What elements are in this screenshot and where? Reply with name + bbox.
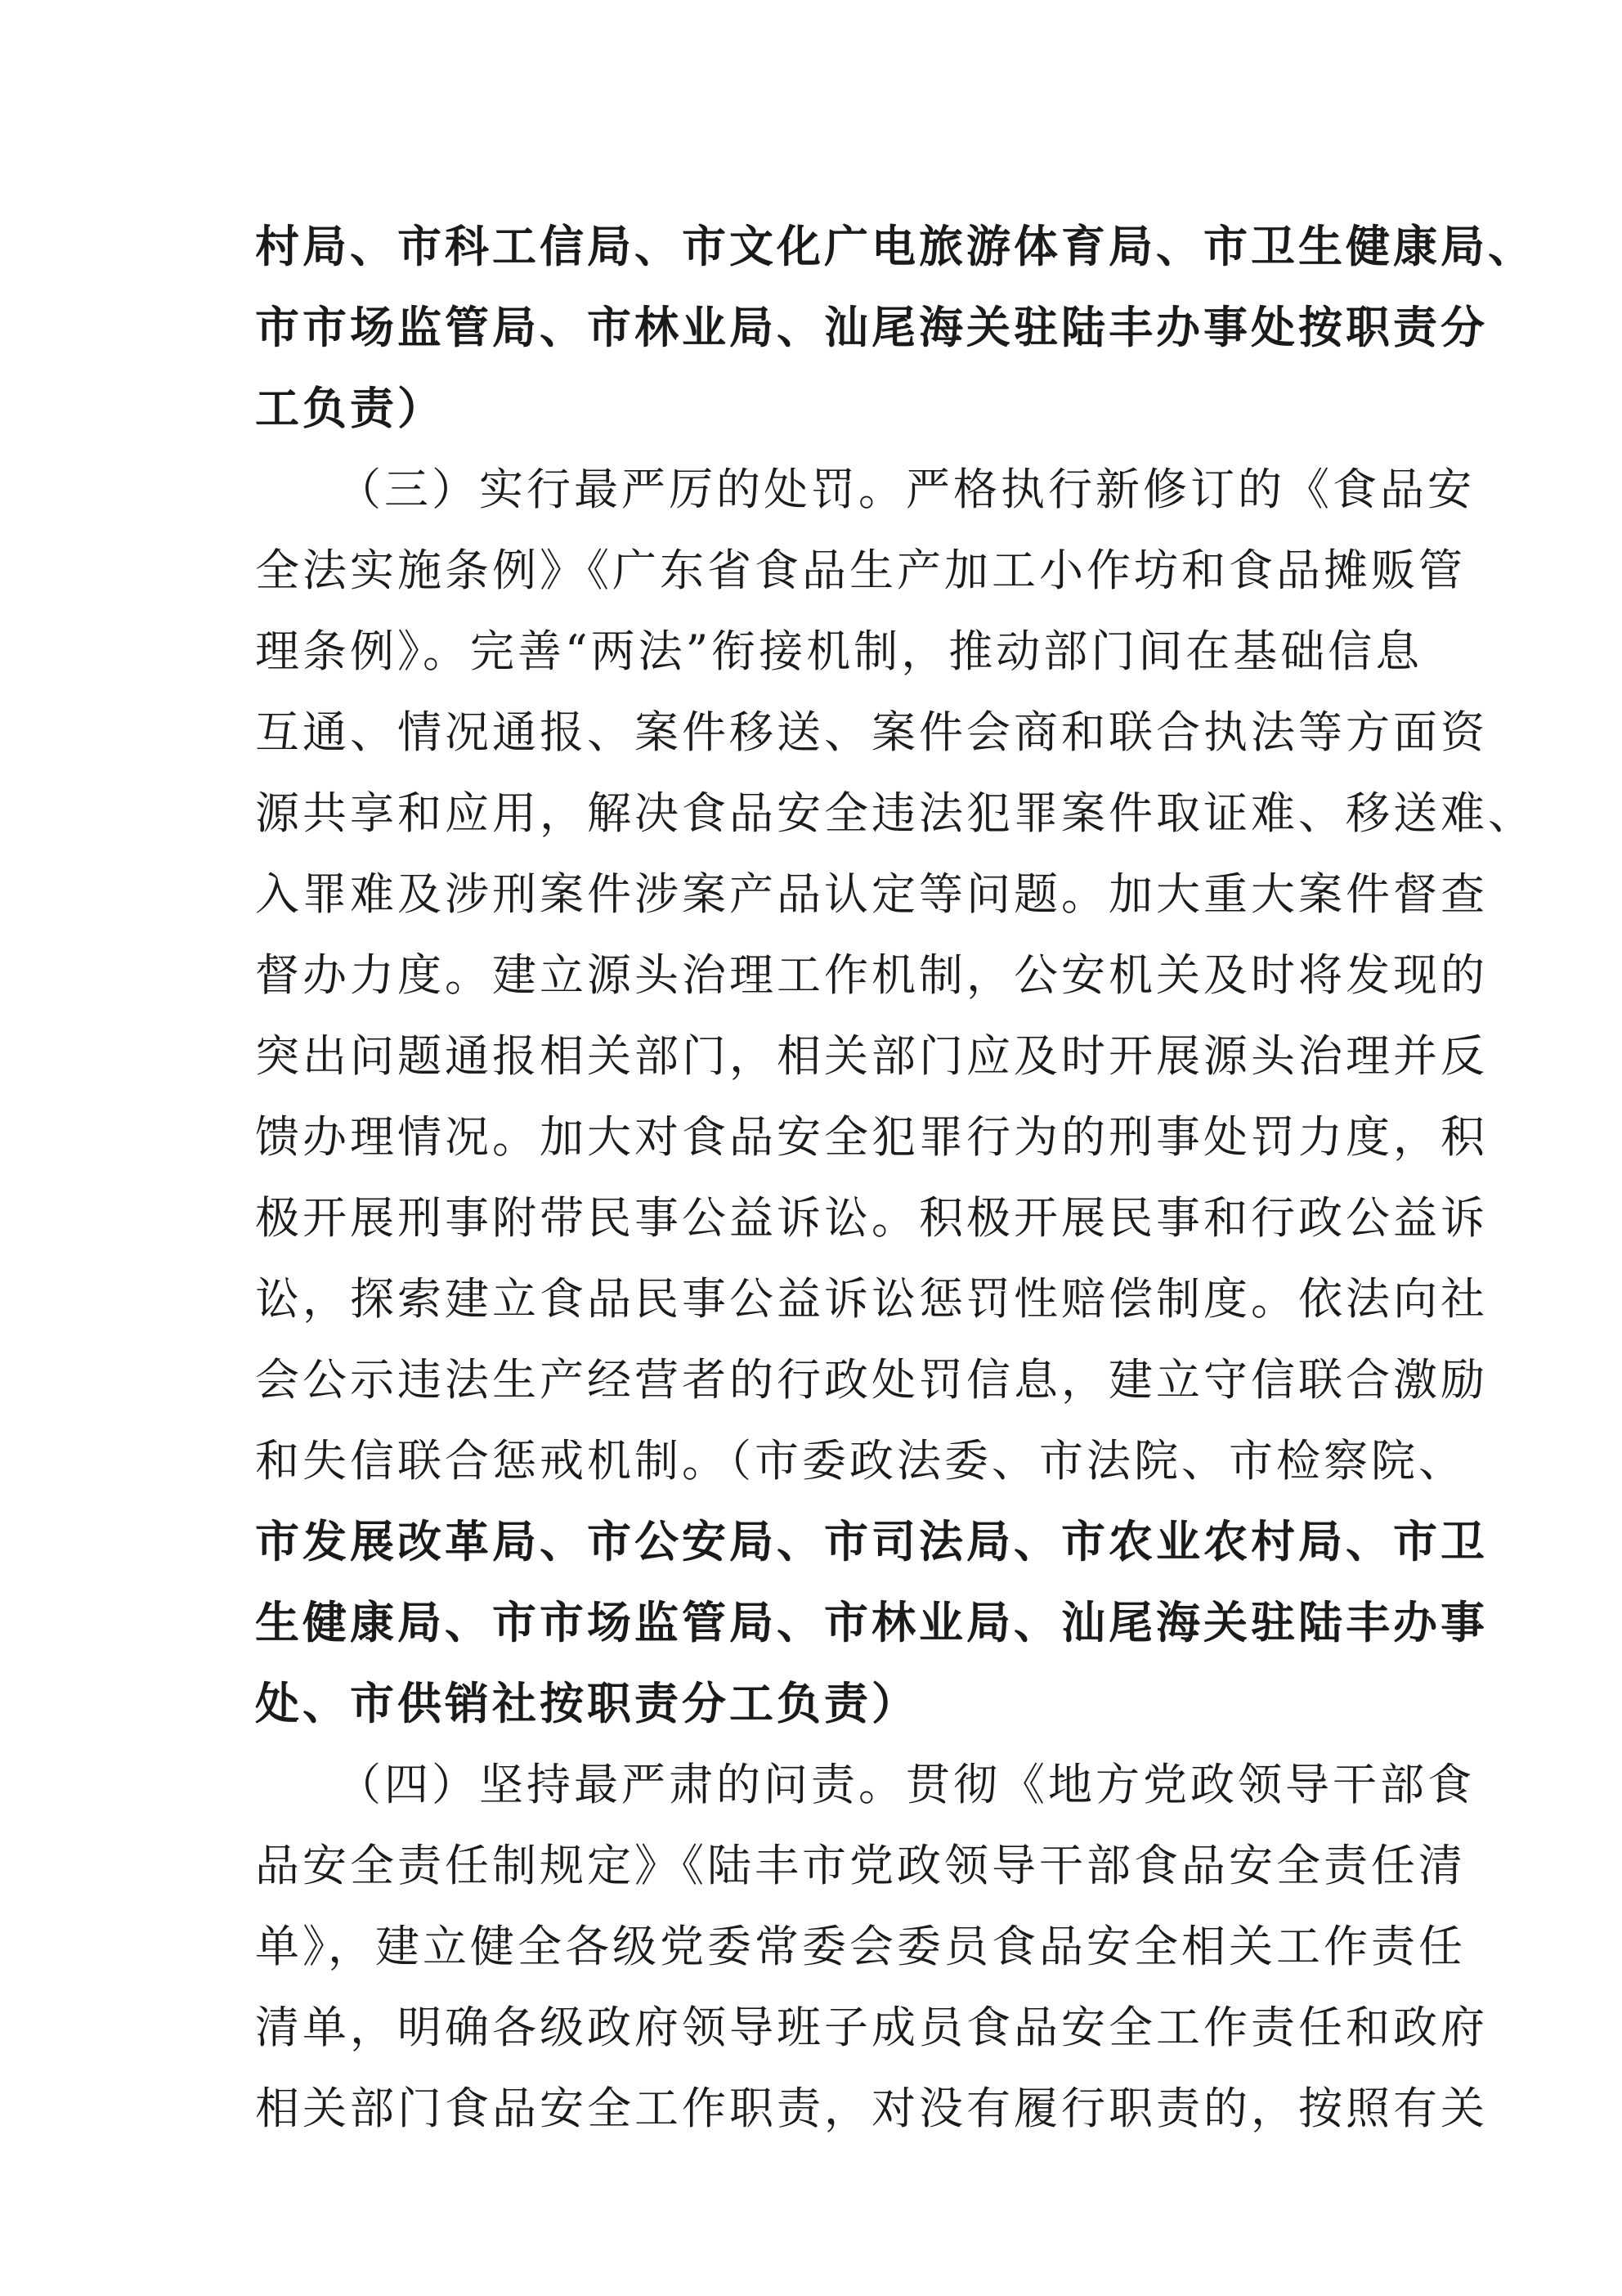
text-line-15: 会公示违法生产经营者的行政处罚信息，建立守信联合激励 xyxy=(255,1354,1488,1406)
body-text xyxy=(255,206,1535,2149)
text-line-3: 工负责） xyxy=(255,382,445,434)
text-line-8: 源共享和应用，解决食品安全违法犯罪案件取证难、移送难、 xyxy=(255,787,1535,839)
text-line-2: 市市场监管局、市林业局、汕尾海关驻陆丰办事处按职责分 xyxy=(255,301,1488,353)
text-line-13: 极开展刑事附带民事公益诉讼。积极开展民事和行政公益诉 xyxy=(255,1192,1488,1244)
text-line-5: 全法实施条例》《广东省食品生产加工小作坊和食品摊贩管 xyxy=(255,545,1466,596)
text-line-12: 馈办理情况。加大对食品安全犯罪行为的刑事处罚力度，积 xyxy=(255,1111,1488,1163)
text-line-22: 单》，建立健全各级党委常委会委员食品安全相关工作责任 xyxy=(255,1921,1466,1972)
text-line-23: 清单，明确各级政府领导班子成员食品安全工作责任和政府 xyxy=(255,2002,1488,2053)
text-line-21: 品安全责任制规定》《陆丰市党政领导干部食品安全责任清 xyxy=(255,1840,1466,1891)
text-line-17: 市发展改革局、市公安局、市司法局、市农业农村局、市卫 xyxy=(255,1515,1488,1567)
text-line-4: （三）实行最严厉的处罚。严格执行新修订的《食品安 xyxy=(337,464,1475,515)
text-line-9: 入罪难及涉刑案件涉案产品认定等问题。加大重大案件督查 xyxy=(255,868,1488,920)
text-line-14: 讼，探索建立食品民事公益诉讼惩罚性赔偿制度。依法向社 xyxy=(255,1273,1488,1325)
text-line-18: 生健康局、市市场监管局、市林业局、汕尾海关驻陆丰办事 xyxy=(255,1596,1488,1648)
text-line-6: 理条例》。完善“两法”衔接机制，推动部门间在基础信息 xyxy=(255,626,1423,677)
text-line-1: 村局、市科工信局、市文化广电旅游体育局、市卫生健康局、 xyxy=(255,220,1535,272)
text-line-10: 督办力度。建立源头治理工作机制，公安机关及时将发现的 xyxy=(255,949,1488,1001)
text-line-19: 处、市供销社按职责分工负责） xyxy=(255,1677,919,1729)
text-line-11: 突出问题通报相关部门，相关部门应及时开展源头治理并反 xyxy=(255,1030,1488,1082)
text-line-20: （四）坚持最严肃的问责。贯彻《地方党政领导干部食 xyxy=(337,1759,1475,1810)
text-line-7: 互通、情况通报、案件移送、案件会商和联合执法等方面资 xyxy=(255,706,1488,758)
text-line-24: 相关部门食品安全工作职责，对没有履行职责的，按照有关 xyxy=(255,2083,1488,2134)
text-line-16: 和失信联合惩戒机制。（市委政法委、市法院、市检察院、 xyxy=(255,1435,1466,1487)
